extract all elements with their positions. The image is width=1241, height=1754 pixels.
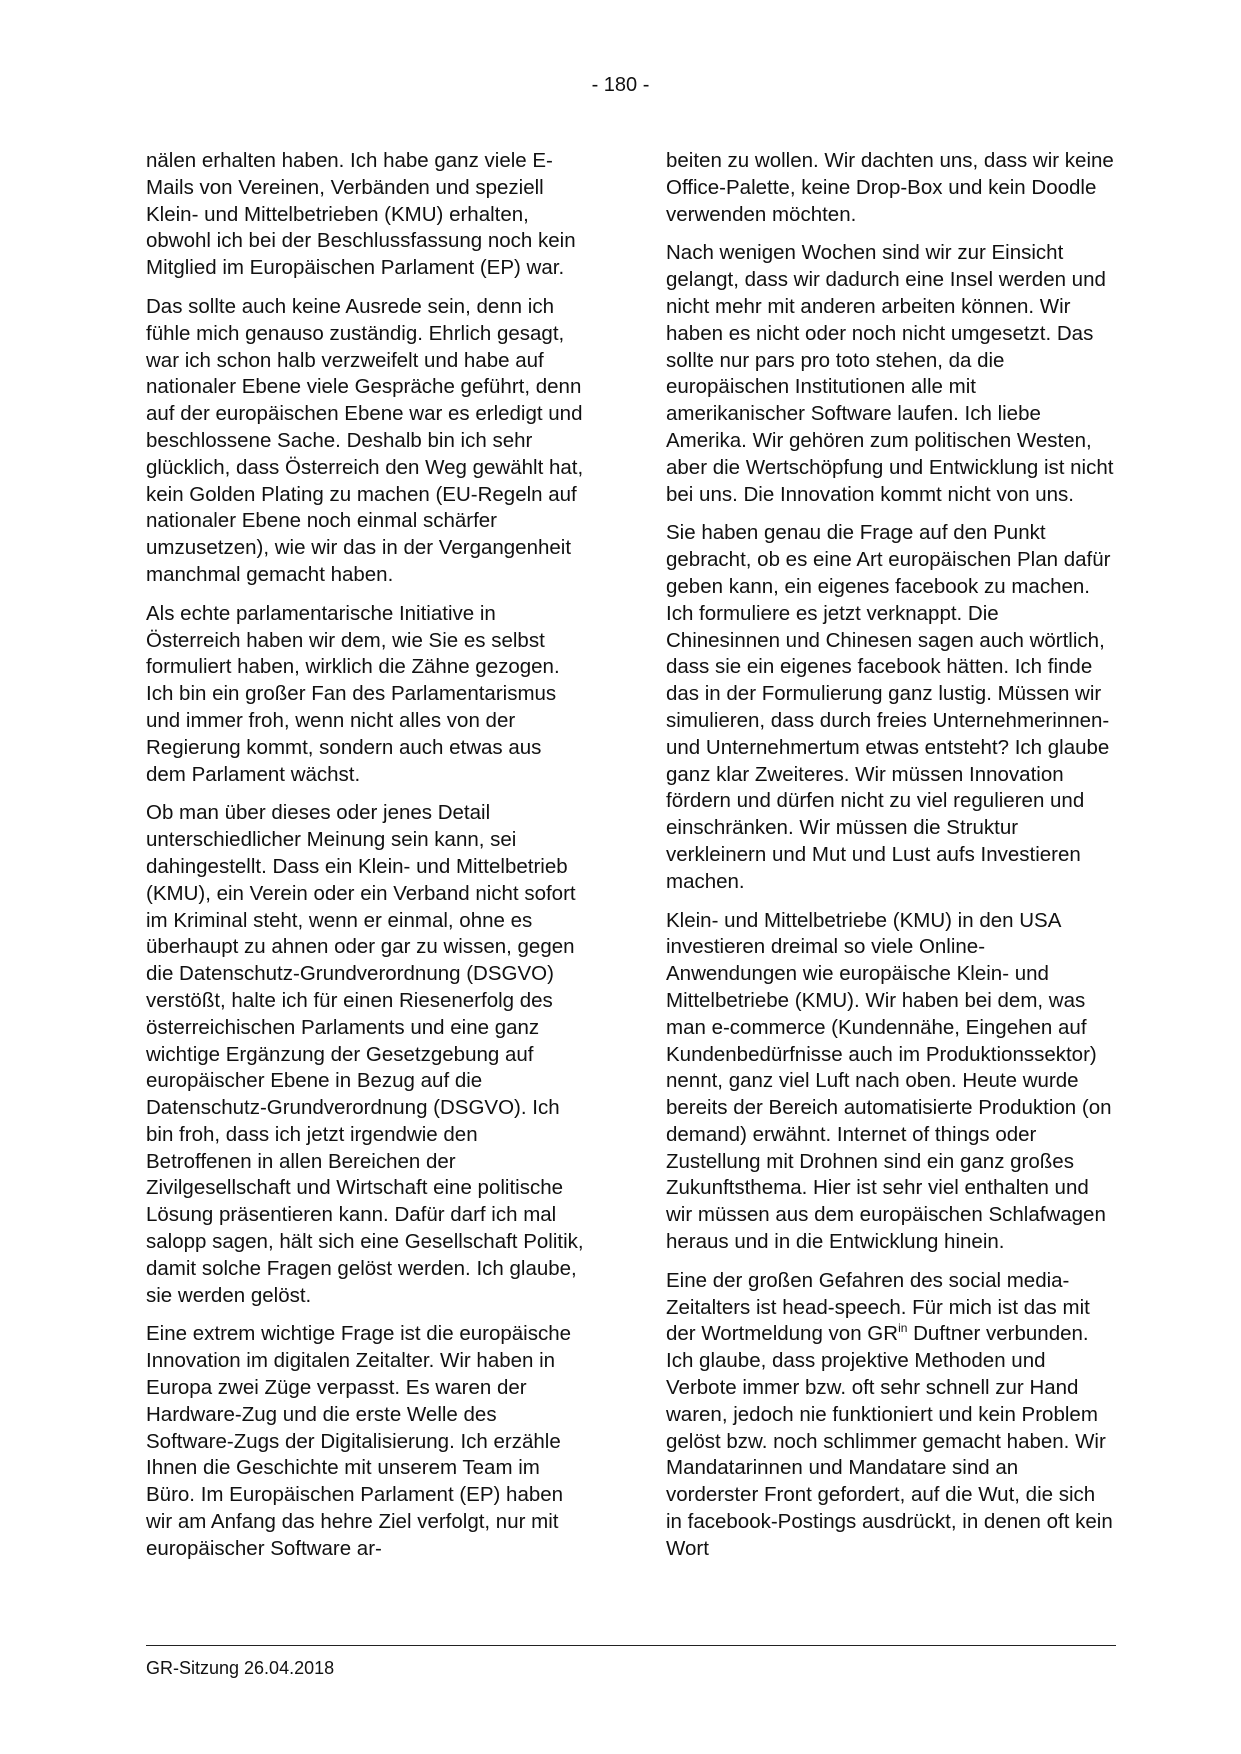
paragraph: Das sollte auch keine Ausrede sein, denn ich fühle mich genauso zuständig. Ehrlich gesagt, war ich schon halb verzweifelt und habe auf nationaler Ebene viele Gespräche geführt, denn auf der europäischen Ebene war es erledigt und beschlossene Sache. Deshalb bin ich sehr glücklich, dass Österreich den Weg gewählt hat, kein Golden Plating zu machen (EU-Regeln auf nationaler Ebene noch einmal schärfer umzusetzen), wie wir das in der Vergangenheit manchmal gemacht haben.: [146, 294, 584, 586]
superscript: in: [898, 1321, 908, 1336]
paragraph: beiten zu wollen. Wir dachten uns, dass wir keine Office-Palette, keine Drop-Box und kein Doodle verwenden möchten.: [666, 149, 1114, 226]
paragraph: Ob man über dieses oder jenes Detail unterschiedlicher Meinung sein kann, sei dahingestellt. Dass ein Klein- und Mittelbetrieb (KMU), ein Verein oder ein Verband nicht sofort im Kriminal steht, wenn er einmal, ohne es überhaupt zu ahnen oder gar zu wissen, gegen die Datenschutz-Grundverordnung (DSGVO) verstößt, halte ich für einen Riesenerfolg des österreichischen Parlaments und eine ganz wichtige Ergänzung der Gesetzgebung auf europäischer Ebene in Bezug auf die Datenschutz-Grundverordnung (DSGVO). Ich bin froh, dass ich jetzt irgendwie den Betroffenen in allen Bereichen der Zivilgesellschaft und Wirtschaft eine politische Lösung präsentieren kann. Dafür darf ich mal salopp sagen, hält sich eine Gesellschaft Politik, damit solche Fragen gelöst werden. Ich glaube, sie werden gelöst.: [146, 801, 584, 1307]
paragraph-text: Duftner verbunden. Ich glaube, dass projektive Methoden und Verbote immer bzw. oft sehr schnell zur Hand waren, jedoch nie funktioniert und kein Problem gelöst bzw. noch schlimmer gemacht haben. Wir Mandatarinnen und Mandatare sind an vorderster Front gefordert, auf die Wut, die sich in facebook-Postings ausdrückt, in denen oft kein Wort: [666, 1322, 1113, 1560]
left-column: [146, 148, 586, 1575]
footer-session-date: GR-Sitzung 26.04.2018: [146, 1658, 335, 1678]
paragraph-text: Eine der großen Gefahren des social media-Zeitalters ist head-speech. Für mich ist das mit der Wortmeldung von GR: [666, 1268, 1090, 1346]
page-number: - 180 -: [591, 74, 650, 96]
paragraph: Nach wenigen Wochen sind wir zur Einsicht gelangt, dass wir dadurch eine Insel werden und nicht mehr mit anderen arbeiten können. Wir haben es nicht oder noch nicht umgesetzt. Das sollte nur pars pro toto stehen, da die europäischen Institutionen alle mit amerikanischer Software laufen. Ich liebe Amerika. Wir gehören zum politischen Westen, aber die Wertschöpfung und Entwicklung ist nicht bei uns. Die Innovation kommt nicht von uns.: [666, 241, 1114, 506]
paragraph: nälen erhalten haben. Ich habe ganz viele E-Mails von Vereinen, Verbänden und speziell Klein- und Mittelbetrieben (KMU) erhalten, obwohl ich bei der Beschlussfassung noch kein Mitglied im Europäischen Parlament (EP) war.: [146, 149, 576, 280]
paragraph: Sie haben genau die Frage auf den Punkt gebracht, ob es eine Art europäischen Plan dafür geben kann, ein eigenes facebook zu machen. Ich formuliere es jetzt verknappt. Die Chinesinnen und Chinesen sagen auch wörtlich, dass sie ein eigenes facebook hätten. Ich finde das in der Formulierung ganz lustig. Müssen wir simulieren, dass durch freies Unternehmerinnen- und Unternehmertum etwas entsteht? Ich glaube ganz klar Zweiteres. Wir müssen Innovation fördern und dürfen nicht zu viel regulieren und einschränken. Wir müssen die Struktur verkleinern und Mut und Lust aufs Investieren machen.: [666, 521, 1111, 893]
right-column: [666, 148, 1116, 1575]
paragraph: Eine extrem wichtige Frage ist die europäische Innovation im digitalen Zeitalter. Wir haben in Europa zwei Züge verpasst. Es waren der Hardware-Zug und die erste Welle des Software-Zugs der Digitalisierung. Ich erzähle Ihnen die Geschichte mit unserem Team im Büro. Im Europäischen Parlament (EP) haben wir am Anfang das hehre Ziel verfolgt, nur mit europäischer Software ar-: [146, 1322, 572, 1560]
paragraph: Als echte parlamentarische Initiative in Österreich haben wir dem, wie Sie es selbst formuliert haben, wirklich die Zähne gezogen. Ich bin ein großer Fan des Parlamentarismus und immer froh, wenn nicht alles von der Regierung kommt, sondern auch etwas aus dem Parlament wächst.: [146, 601, 560, 786]
footer-divider: [146, 1645, 1116, 1646]
paragraph: Klein- und Mittelbetriebe (KMU) in den USA investieren dreimal so viele Online-Anwendungen wie europäische Klein- und Mittelbetriebe (KMU). Wir haben bei dem, was man e-commerce (Kundennähe, Eingehen auf Kundenbedürfnisse auch im Produktionssektor) nennt, ganz viel Luft nach oben. Heute wurde bereits der Bereich automatisierte Produktion (on demand) erwähnt. Internet of things oder Zustellung mit Drohnen sind ein ganz großes Zukunftsthema. Hier ist sehr viel enthalten und wir müssen aus dem europäischen Schlafwagen heraus und in die Entwicklung hinein.: [666, 908, 1112, 1254]
paragraph: [666, 1268, 1116, 1563]
